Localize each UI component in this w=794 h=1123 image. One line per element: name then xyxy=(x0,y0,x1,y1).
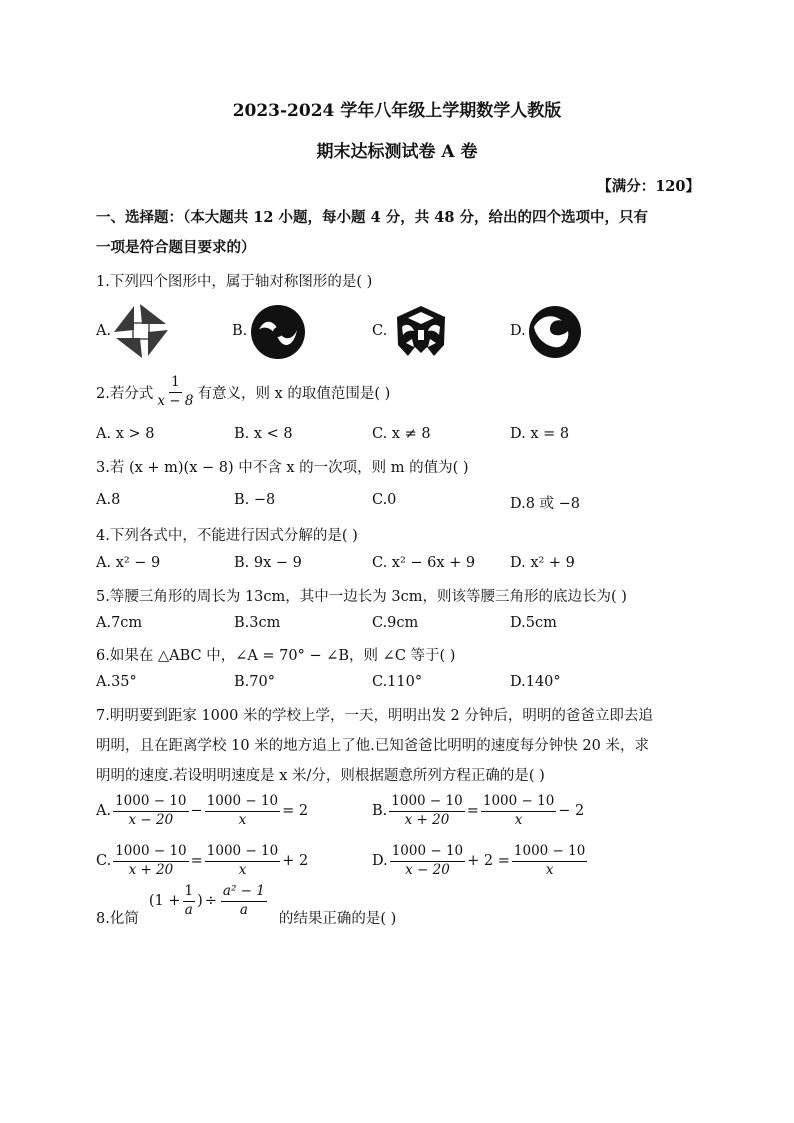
q7a-frac1-num: 1000 − 10 xyxy=(113,794,188,812)
q7-option-d-label: D. xyxy=(372,853,388,870)
q8-expression xyxy=(149,884,269,918)
q2-denominator: x − 8 xyxy=(157,392,194,409)
question-7-line2: 明明，且在距离学校 10 米的地方追上了他.已知爸爸比明明的速度每分钟快 20 米，求 xyxy=(96,738,649,754)
question-8-stem xyxy=(96,883,397,930)
q2-prefix: 2.若分式 xyxy=(96,385,154,402)
q7b-frac1-num: 1000 − 10 xyxy=(389,794,464,812)
question-5-stem: 5.等腰三角形的周长为 13cm，其中一边长为 3cm，则该等腰三角形的底边长为( ) xyxy=(96,589,627,605)
q2-option-b: B. x < 8 xyxy=(234,426,293,442)
q7d-operator: + 2 = xyxy=(467,853,510,870)
q7a-frac1-den: x − 20 xyxy=(128,811,174,828)
q5-option-d: D.5cm xyxy=(510,615,557,631)
q6-option-d: D.140° xyxy=(510,674,561,690)
q7a-operator: − xyxy=(190,803,203,820)
q7c-frac1-den: x + 20 xyxy=(128,861,174,878)
q7d-frac1-num: 1000 − 10 xyxy=(390,844,465,862)
question-2-stem xyxy=(96,375,390,409)
q3-option-c: C.0 xyxy=(372,492,397,508)
circle-wave-figure xyxy=(250,304,306,360)
q7-option-d xyxy=(372,844,589,878)
q7-option-c-label: C. xyxy=(96,853,112,870)
q8-frac1-den: a xyxy=(184,901,193,918)
q3-option-a: A.8 xyxy=(96,492,121,508)
q7c-frac1-num: 1000 − 10 xyxy=(113,844,188,862)
q5-option-b: B.3cm xyxy=(234,615,281,631)
q7c-rhs: + 2 xyxy=(282,853,309,870)
q7-option-c xyxy=(96,844,308,878)
question-6-stem: 6.如果在 △ABC 中，∠A = 70° − ∠B，则 ∠C 等于( ) xyxy=(96,648,456,664)
q7a-rhs: = 2 xyxy=(282,803,309,820)
q1-option-d-label: D. xyxy=(510,323,526,339)
q7d-frac2-num: 1000 − 10 xyxy=(512,844,587,862)
q7b-frac2-num: 1000 − 10 xyxy=(481,794,556,812)
question-7-line3: 明明的速度.若设明明速度是 x 米/分，则根据题意所列方程正确的是( ) xyxy=(96,768,545,784)
q7b-frac1-den: x + 20 xyxy=(404,811,450,828)
q4-option-a: A. x² − 9 xyxy=(96,555,161,571)
q2-option-d: D. x = 8 xyxy=(510,426,570,442)
q7a-frac2-num: 1000 − 10 xyxy=(205,794,280,812)
q8-open-paren: (1 + xyxy=(148,893,181,910)
q2-numerator: 1 xyxy=(169,375,182,393)
q6-option-c: C.110° xyxy=(372,674,423,690)
q1-option-c-label: C. xyxy=(372,323,388,339)
page-title: 2023-2024 学年八年级上学期数学人教版 xyxy=(232,101,562,121)
q7d-frac2-den: x xyxy=(545,861,554,878)
q8-suffix: 的结果正确的是( ) xyxy=(278,911,397,928)
q1-option-a-label: A. xyxy=(96,323,112,339)
question-4-stem: 4.下列各式中，不能进行因式分解的是( ) xyxy=(96,528,358,544)
q3-option-b: B. −8 xyxy=(234,492,276,508)
q7d-frac1-den: x − 20 xyxy=(405,861,450,878)
q6-option-a: A.35° xyxy=(96,674,137,690)
question-1-stem: 1.下列四个图形中，属于轴对称图形的是( ) xyxy=(96,274,373,290)
q5-option-a: A.7cm xyxy=(96,615,143,631)
q4-option-d: D. x² + 9 xyxy=(510,555,575,571)
full-score: 【满分：120】 xyxy=(597,178,700,195)
q8-frac2-den: a xyxy=(239,901,248,918)
q8-divide-sign: ÷ xyxy=(204,893,217,910)
pinwheel-square-figure xyxy=(112,302,170,360)
question-3-stem: 3.若 (x + m)(x − 8) 中不含 x 的一次项，则 m 的值为( ) xyxy=(96,460,469,476)
q7b-frac2-den: x xyxy=(514,811,523,828)
q2-suffix: 有意义，则 x 的取值范围是( ) xyxy=(197,385,391,402)
q7-option-a-label: A. xyxy=(96,803,112,820)
q8-frac1-num: 1 xyxy=(183,884,196,902)
page-subtitle: 期末达标测试卷 A 卷 xyxy=(316,142,478,162)
q6-option-b: B.70° xyxy=(234,674,275,690)
q7b-operator: = xyxy=(466,803,479,820)
q7a-frac2-den: x xyxy=(238,811,247,828)
q5-option-c: C.9cm xyxy=(372,615,419,631)
q8-frac2-num: a² − 1 xyxy=(221,884,267,902)
comma-swirl-figure xyxy=(528,305,582,359)
q7-option-b-label: B. xyxy=(372,803,388,820)
q8-prefix: 8.化简 xyxy=(96,911,139,928)
q1-option-b-label: B. xyxy=(232,323,248,339)
q7b-rhs: − 2 xyxy=(558,803,585,820)
q2-option-a: A. x > 8 xyxy=(96,426,155,442)
section-heading-line2: 一项是符合题目要求的） xyxy=(96,239,256,256)
q4-option-b: B. 9x − 9 xyxy=(234,555,302,571)
q8-close-paren: ) xyxy=(197,893,203,910)
tribal-mask-figure xyxy=(392,303,450,359)
q7-option-b xyxy=(372,794,584,828)
q4-option-c: C. x² − 6x + 9 xyxy=(372,555,476,571)
q7-option-a xyxy=(96,794,308,828)
q2-option-c: C. x ≠ 8 xyxy=(372,426,431,442)
q7c-frac2-den: x xyxy=(238,861,247,878)
q2-fraction xyxy=(155,375,195,409)
section-heading: 一、选择题：（本大题共 12 小题，每小题 4 分，共 48 分，给出的四个选项中，只有 xyxy=(96,209,648,226)
question-7-line1: 7.明明要到距家 1000 米的学校上学，一天，明明出发 2 分钟后，明明的爸爸立即去追 xyxy=(96,708,653,724)
q3-option-d: D.8 或 −8 xyxy=(510,496,581,512)
q7c-operator: = xyxy=(190,853,203,870)
q7c-frac2-num: 1000 − 10 xyxy=(205,844,280,862)
